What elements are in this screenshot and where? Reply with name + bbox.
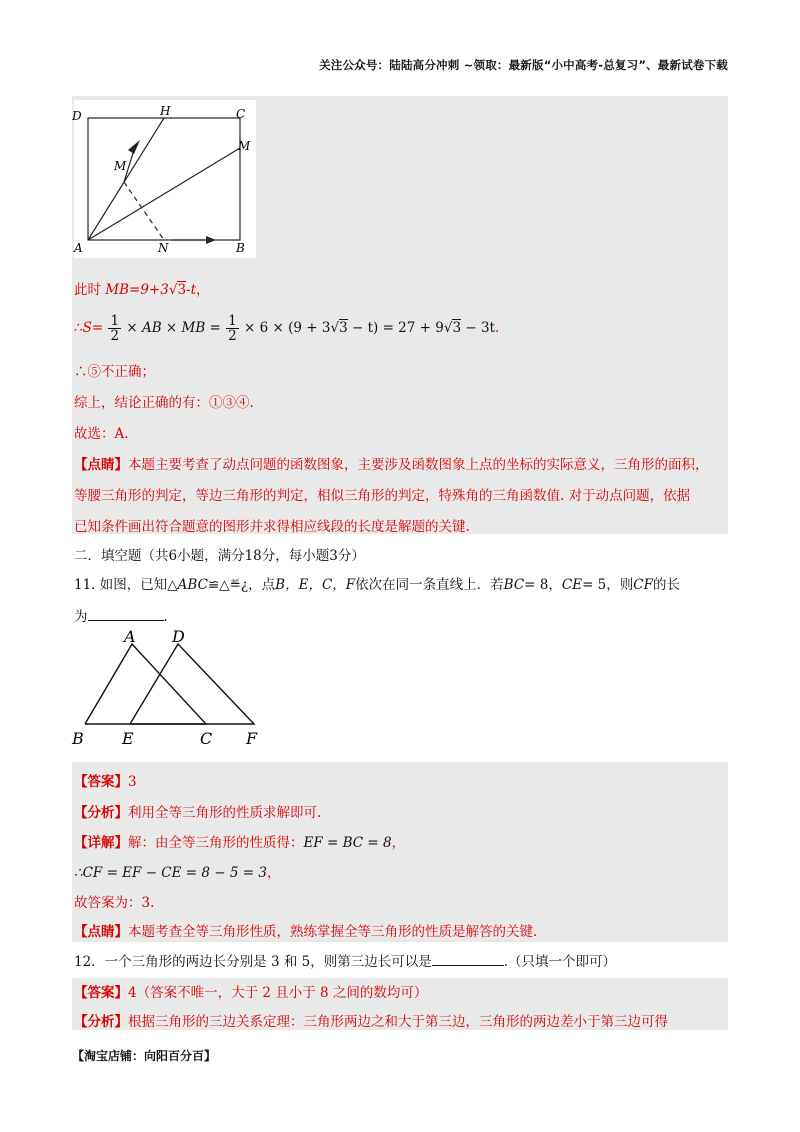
label-B2: B <box>72 729 84 748</box>
label-F2: F <box>246 729 258 748</box>
fraction-half-2: $\frac{1}{2}$ <box>228 313 237 344</box>
answer-12: 【答案】4（答案不唯一，大于 2 且小于 8 之间的数均可） <box>74 985 428 1001</box>
figure-rectangle <box>72 100 260 260</box>
label-E2: E <box>122 729 134 748</box>
label-A2: A <box>124 628 136 646</box>
analysis-11: 【分析】利用全等三角形的性质求解即可. <box>74 805 322 821</box>
label-B: B <box>236 241 245 255</box>
section-heading: 二．填空题（共6小题，满分18分，每小题3分） <box>74 548 365 564</box>
comment-line-2: 等腰三角形的判定，等边三角形的判定，相似三角形的判定，特殊角的三角函数值. 对于动点问题，依据 <box>74 488 691 504</box>
label-M-left: M <box>114 159 127 173</box>
label-C: C <box>236 107 246 121</box>
calc-11: ∴CF = EF − CE = 8 − 5 = 3， <box>74 865 281 881</box>
page-header: 关注公众号：陆陆高分冲刺 ~领取：最新版“小中高考-总复习”、最新试卷下载 <box>319 58 728 72</box>
label-D: D <box>72 109 82 123</box>
label-D2: D <box>172 628 185 646</box>
question-11-line-1: 11. 如图，已知△ABC≌△≝¿，点B，E，C，F依次在同一条直线上．若BC= 8，CE= 5，则CF的长 <box>74 577 680 593</box>
label-M-right: M <box>238 139 251 153</box>
comment-11: 【点睛】本题考查全等三角形性质，熟练掌握全等三角形的性质是解答的关键. <box>74 924 538 940</box>
comment-line-3: 已知条件画出符合题意的图形并求得相应线段的长度是解题的关键. <box>74 519 470 535</box>
label-C2: C <box>200 729 213 748</box>
figure-triangles <box>70 628 270 752</box>
answer-blank-12[interactable] <box>432 965 504 966</box>
area-formula-line: ∴S= $\frac{1}{2}$ × AB × MB = $\frac{1}{2}$ × 6 × (9 + 3√3 − t) = 27 + 9√3 − 3t. <box>74 313 500 344</box>
wrong-statement: ∴⑤不正确； <box>74 364 155 380</box>
label-N: N <box>158 241 169 255</box>
detail-11: 【详解】解：由全等三角形的性质得：EF = BC = 8， <box>74 835 406 851</box>
choice-statement: 故选：A. <box>74 426 129 442</box>
analysis-12: 【分析】根据三角形的三边关系定理：三角形两边之和大于第三边，三角形的两边差小于第三边可得 <box>74 1014 668 1030</box>
mb-line: 此时 MB=9+3√3-t， <box>74 282 210 298</box>
answer-11: 【答案】3 <box>74 774 137 790</box>
label-A: A <box>74 241 83 255</box>
summary-statement: 综上，结论正确的有：①③④. <box>74 395 254 411</box>
page-footer: 【淘宝店铺：向阳百分百】 <box>72 1049 217 1063</box>
solution-shade-q11 <box>72 762 728 942</box>
final-11: 故答案为：3. <box>74 895 155 911</box>
comment-line-1: 【点睛】本题主要考查了动点问题的函数图象，主要涉及函数图象上点的坐标的实际意义，三角形的面积， <box>74 457 709 473</box>
label-H: H <box>160 104 171 118</box>
question-11-line-2: 为 . <box>74 609 168 625</box>
fraction-half-1: $\frac{1}{2}$ <box>110 313 120 344</box>
answer-blank-11[interactable] <box>88 620 164 621</box>
question-12: 12．一个三角形的两边长分别是 3 和 5，则第三边长可以是 .（只填一个即可） <box>74 954 617 970</box>
